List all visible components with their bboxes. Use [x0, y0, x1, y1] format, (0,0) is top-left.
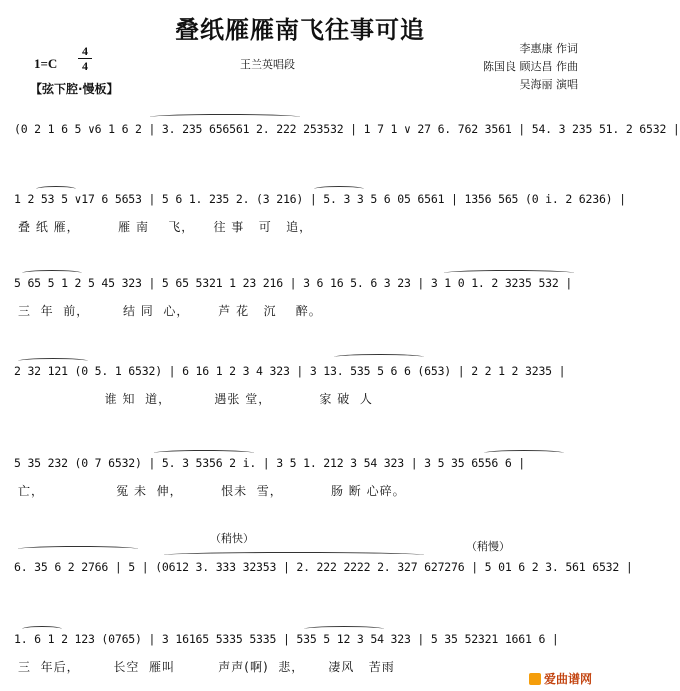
lyrics: 三 年后， 长空 雁叫 声声(啊) 悲， 凄风 苦雨	[18, 660, 395, 674]
watermark-logo	[529, 670, 592, 687]
subtitle: 王兰英唱段	[240, 58, 295, 71]
lyrics: 谁 知 道， 遇张 堂， 家 破 人	[18, 392, 373, 406]
tempo-mark-faster: （稍快）	[210, 532, 254, 545]
notation: 1. 6 1 2 123 (0765) | 3 16165 5335 5335 | 535 5 12 3 54 323 | 5 35 52321 1661 6 |	[14, 632, 559, 646]
notation: 6. 35 6 2 2766 | 5 | (0612 3. 333 32353 | 2. 222 2222 2. 327 627276 | 5 01 6 2 3. 561 6532 |	[14, 560, 633, 574]
meter-bottom: 4	[82, 59, 88, 73]
tempo-style-label: 【弦下腔·慢板】	[30, 82, 119, 96]
lyrics: 叠 纸 雁， 雁 南 飞， 往 事 可 追，	[18, 220, 313, 234]
credit-lyricist: 李惠康 作词	[519, 42, 578, 55]
lyrics: 亡， 冤 未 伸， 恨未 雪， 肠 断 心碎。	[18, 484, 406, 498]
notation: 2 32 121 (0 5. 1 6532) | 6 16 1 2 3 4 323 | 3 13. 535 5 6 6 (653) | 2 2 1 2 3235 |	[14, 364, 566, 378]
watermark-text: 爱曲谱网	[543, 672, 592, 686]
credit-composer: 陈国良 顾达昌 作曲	[483, 60, 578, 73]
lyrics: 三 年 前， 结 同 心， 芦 花 沉 醉。	[18, 304, 322, 318]
key-signature: 1=C	[34, 56, 58, 71]
song-title: 叠纸雁雁南飞往事可追	[175, 15, 425, 44]
notation: (0 2 1 6 5 ∨6 1 6 2 | 3. 235 656561 2. 222 253532 | 1 7 1 ∨ 27 6. 762 3561 | 54. 3 235 51. 2 6532 |	[14, 122, 680, 136]
notation: 5 35 232 (0 7 6532) | 5. 3 5356 2 i. | 3 5 1. 212 3 54 323 | 3 5 35 6556 6 |	[14, 456, 525, 470]
tempo-mark-slower: （稍慢）	[466, 540, 510, 553]
meter-top: 4	[82, 44, 88, 58]
notation: 5 65 5 1 2 5 45 323 | 5 65 5321 1 23 216 | 3 6 16 5. 6 3 23 | 3 1 0 1. 2 3235 532 |	[14, 276, 573, 290]
notation: 1 2 53 5 ∨17 6 5653 | 5 6 1. 235 2. (3 216) | 5. 3 3 5 6 05 6561 | 1356 565 (0 i. 2 6236) |	[14, 192, 626, 206]
music-note-icon	[529, 673, 541, 685]
credit-singer: 吴海丽 演唱	[519, 78, 578, 91]
time-signature	[78, 44, 92, 73]
